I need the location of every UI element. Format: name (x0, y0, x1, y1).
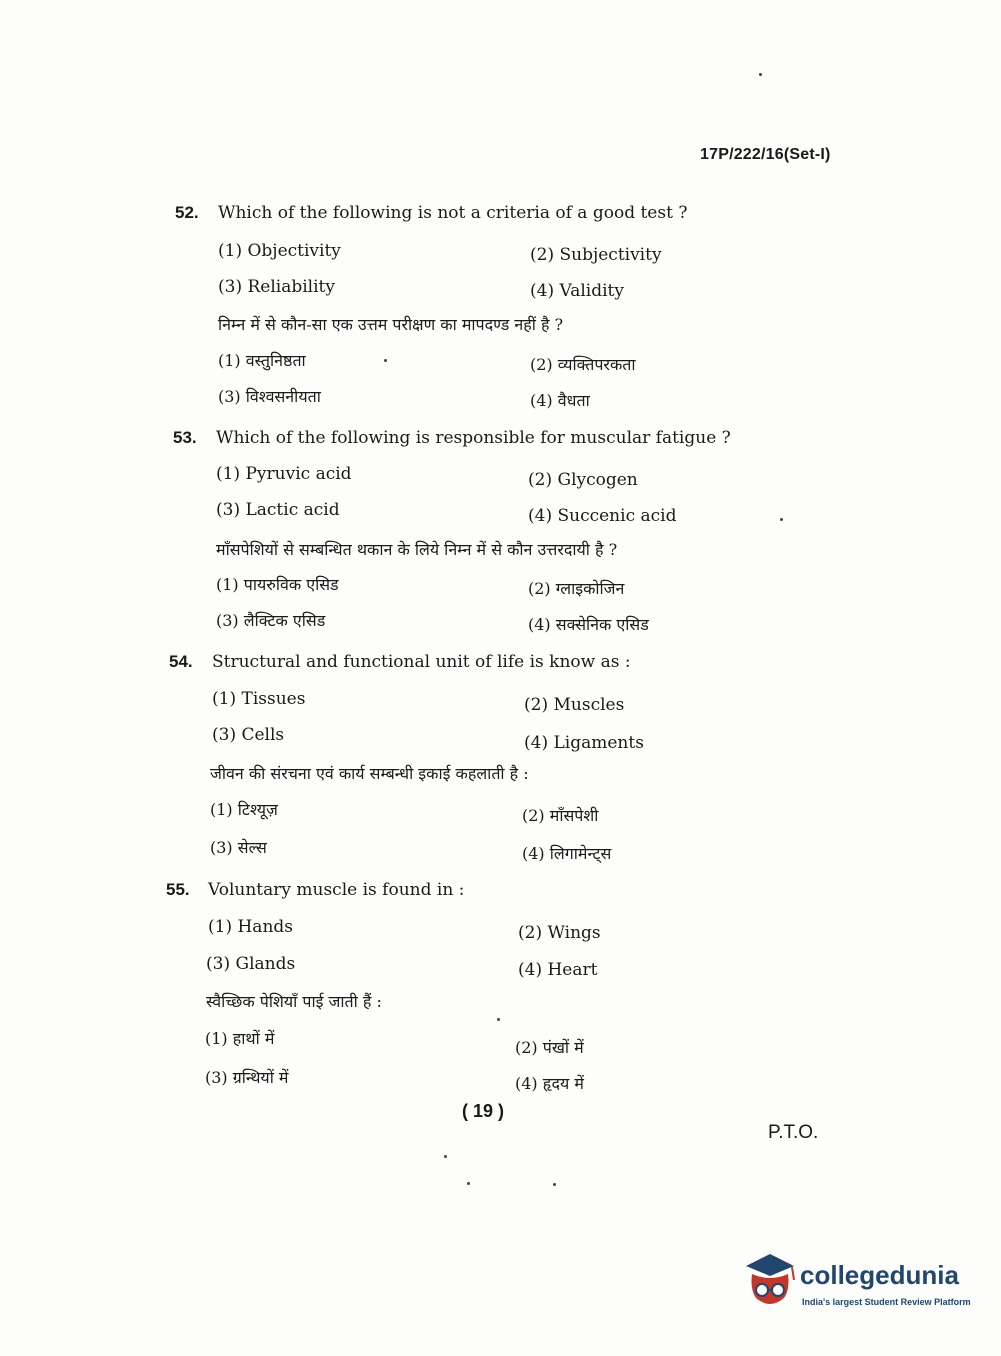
option-3-hi: (3) लैक्टिक एसिड (216, 611, 326, 630)
option-2-hi: (2) पंखों में (515, 1038, 584, 1057)
option-4-en: (4) Heart (518, 960, 598, 980)
option-1-hi: (1) वस्तुनिष्ठता (218, 351, 306, 370)
question-number: 53. (173, 428, 197, 447)
option-4-hi: (4) लिगामेन्ट्स (522, 844, 612, 863)
question-text-hi: निम्न में से कौन-सा एक उत्तम परीक्षण का मापदण्ड नहीं है ? (218, 315, 564, 334)
question-text-hi: माँसपेशियों से सम्बन्धित थकान के लिये निम्न में से कौन उत्तरदायी है ? (216, 540, 618, 559)
graduate-mascot-icon (742, 1250, 798, 1312)
option-1-hi: (1) हाथों में (205, 1029, 275, 1048)
option-3-en: (3) Reliability (218, 277, 335, 297)
question-52 (0, 203, 1001, 433)
option-4-hi: (4) हृदय में (515, 1074, 584, 1093)
brand-name: collegedunia (800, 1260, 959, 1290)
question-text-en: Which of the following is responsible for muscular fatigue ? (216, 428, 731, 448)
option-3-hi: (3) सेल्स (210, 838, 267, 857)
option-1-hi: (1) पायरुविक एसिड (216, 575, 339, 594)
question-text-hi: जीवन की संरचना एवं कार्य सम्बन्धी इकाई कहलाती है : (210, 764, 529, 783)
option-4-hi: (4) सक्सेनिक एसिड (528, 615, 649, 634)
question-55 (0, 880, 1001, 1110)
question-text-en: Structural and functional unit of life is know as : (212, 652, 631, 672)
question-text-en: Which of the following is not a criteria of a good test ? (218, 203, 688, 223)
option-1-en: (1) Tissues (212, 689, 306, 709)
question-text-en: Voluntary muscle is found in : (208, 880, 465, 900)
option-2-en: (2) Subjectivity (530, 245, 662, 265)
option-2-hi: (2) व्यक्तिपरकता (530, 355, 636, 374)
question-number: 55. (166, 880, 190, 899)
option-2-hi: (2) ग्लाइकोजिन (528, 579, 625, 598)
option-2-en: (2) Wings (518, 923, 601, 943)
option-4-hi: (4) वैधता (530, 391, 590, 410)
scan-speck (497, 1018, 500, 1021)
option-1-hi: (1) टिश्यूज़ (210, 800, 278, 819)
scan-speck (553, 1183, 556, 1186)
question-text-hi: स्वैच्छिक पेशियाँ पाई जाती हैं : (206, 992, 382, 1011)
option-3-hi: (3) ग्रन्थियों में (205, 1068, 289, 1087)
option-2-en: (2) Muscles (524, 695, 625, 715)
scan-speck (384, 359, 387, 362)
pto-label: P.T.O. (768, 1122, 819, 1143)
question-53 (0, 428, 1001, 658)
option-2-en: (2) Glycogen (528, 470, 638, 490)
option-4-en: (4) Validity (530, 281, 624, 301)
brand-tagline: India's largest Student Review Platform (802, 1297, 971, 1307)
option-4-en: (4) Succenic acid (528, 506, 677, 526)
option-1-en: (1) Pyruvic acid (216, 464, 352, 484)
option-2-hi: (2) माँसपेशी (522, 806, 599, 825)
question-number: 54. (169, 652, 193, 671)
scan-speck (780, 518, 783, 521)
question-number: 52. (175, 203, 199, 222)
option-3-en: (3) Glands (206, 954, 296, 974)
scan-speck (444, 1155, 447, 1158)
scan-speck (467, 1182, 470, 1185)
option-4-en: (4) Ligaments (524, 733, 644, 753)
option-3-en: (3) Lactic acid (216, 500, 340, 520)
option-3-hi: (3) विश्वसनीयता (218, 387, 321, 406)
collegedunia-watermark (742, 1250, 972, 1320)
option-3-en: (3) Cells (212, 725, 285, 745)
scan-speck (759, 73, 762, 76)
option-1-en: (1) Objectivity (218, 241, 341, 261)
page-number: ( 19 ) (462, 1101, 505, 1121)
question-54 (0, 652, 1001, 882)
option-1-en: (1) Hands (208, 917, 293, 937)
paper-code: 17P/222/16(Set-I) (700, 146, 831, 163)
